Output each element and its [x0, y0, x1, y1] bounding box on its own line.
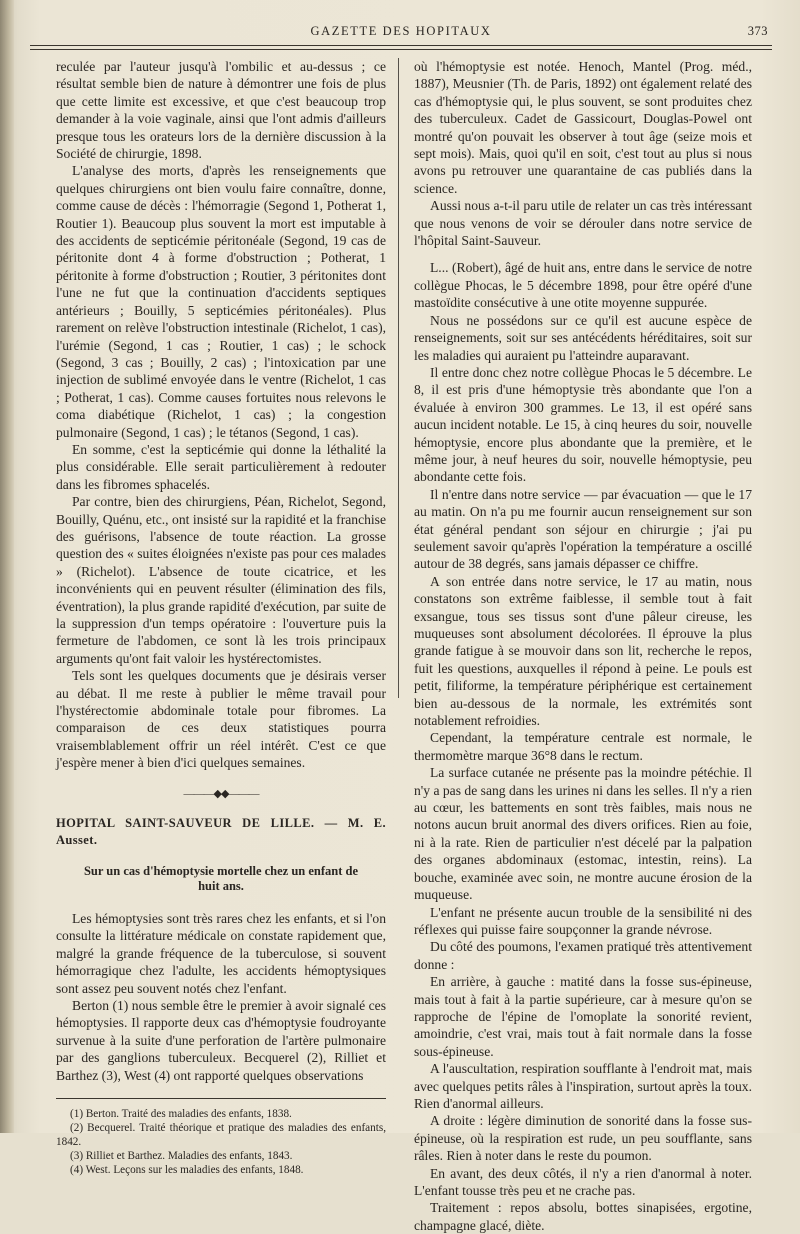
paragraph: Il n'entre dans notre service — par évacuation — que le 17 au matin. On n'a pu me fournir aucun renseignement sur son état général pendant son séjour en chirurgie ; j'ai pu seulement savoir qu'après l'opération la température a oscillé autour de 38 degrés, sans jamais dépasser ce chiffre.: [414, 486, 752, 572]
paragraph: L'enfant ne présente aucun trouble de la sensibilité ni des réflexes qui puisse faire soupçonner la grande névrose.: [414, 904, 752, 937]
paragraph: Traitement : repos absolu, bottes sinapisées, ergotine, champagne glacé, diète.: [414, 1200, 752, 1233]
footnote: (2) Becquerel. Traité théorique et pratique des maladies des enfants, 1842.: [56, 1121, 386, 1148]
paragraph: où l'hémoptysie est notée. Henoch, Mantel (Prog. méd., 1887), Meusnier (Th. de Paris, 1892) ont également relaté des cas d'hémoptysie qui, le plus souvent, se sont produites chez des tuberculeux. Cadet de Gassicourt, Douglas-Powel ont montré qu'on pouvait les observer à tout âge (seize mois et sept mois). Mais, quoi qu'il en soit, c'est tout au plus si nous avons pu retrouver une quarantaine de cas publiés dans la science.: [414, 59, 752, 196]
paragraph: En avant, des deux côtés, il n'y a rien d'anormal à noter. L'enfant tousse très peu et ne crache pas.: [414, 1165, 752, 1198]
section-separator: ———◆◆———: [183, 787, 259, 800]
paragraph: reculée par l'auteur jusqu'à l'ombilic et au-dessus ; ce résultat semble bien de nature à démontrer une fois de plus que cette limite est excessive, et que c'est beaucoup trop demander à la voie vaginale, ainsi que l'ont admis d'ailleurs presque tous les orateurs lors de la dernière discussion à la Société de chirurgie, 1898.: [56, 59, 386, 162]
paragraph: Par contre, bien des chirurgiens, Péan, Richelot, Segond, Bouilly, Quénu, etc., ont insisté sur la rapidité et la franchise des guérisons, l'absence de toute réaction. La grosse question des « suites éloignées n'existe pas pour ces malades » (Richelot). L'absence de toute cicatrice, et les inconvénients qui en peuvent résulter (élimination des fils, éventration), la plus grande rapidité d'exécution, par suite de la suppression d'un temps opératoire : l'ouverture puis la fermeture de l'abdomen, ce sont là les trois principaux arguments qu'ont fait valoir les hystérectomistes.: [56, 494, 386, 666]
header-rule-thick: [30, 45, 772, 46]
paragraph: Cependant, la température centrale est normale, le thermomètre marque 36°8 dans le rectum.: [414, 730, 752, 763]
paragraph: Tels sont les quelques documents que je désirais verser au débat. Il me reste à publier le même travail pour l'hystérectomie abdominale totale pour fibromes. La comparaison de ces deux statistiques pourra vraisemblablement offrir un réel intérêt. C'est ce que j'espère mener à bien d'ici quelques semaines.: [56, 668, 386, 771]
paragraph: A droite : légère diminution de sonorité dans la fosse sus-épineuse, où la respiration est rude, un peu soufflante, sans râles. Rien à noter dans le reste du poumon.: [414, 1113, 752, 1164]
page-number: 373: [747, 24, 768, 38]
journal-title: GAZETTE DES HOPITAUX: [310, 24, 492, 38]
paragraph: Du côté des poumons, l'examen pratiqué très attentivement donne :: [414, 939, 752, 972]
paragraph: Nous ne possédons sur ce qu'il est aucune espèce de renseignements, soit sur ses antécédents héréditaires, soit sur les maladies qui auraient pu l'atteindre auparavant.: [414, 312, 752, 363]
article-subheading: Sur un cas d'hémoptysie mortelle chez un enfant de huit ans.: [83, 863, 359, 893]
paragraph: Les hémoptysies sont très rares chez les enfants, et si l'on consulte la littérature médicale on constate rapidement que, malgré la grande fréquence de la tuberculose, si souvent hémorragique chez l'adulte, les accidents hémoptysiques sont assez peu souvent notés chez l'enfant.: [56, 910, 386, 996]
paragraph: Berton (1) nous semble être le premier à avoir signalé ces hémoptysies. Il rapporte deux cas d'hémoptysie foudroyante survenue à la suite d'une perforation de l'artère pulmonaire par des ganglions tuberculeux. Becquerel (2), Rilliet et Barthez (3), West (4) ont rapporté quelques observations: [56, 997, 386, 1083]
footnote: (3) Rilliet et Barthez. Maladies des enfants, 1843.: [70, 1149, 293, 1162]
section-heading: HOPITAL SAINT-SAUVEUR DE LILLE. — M. E. Ausset.: [56, 816, 386, 848]
paragraph: A l'auscultation, respiration soufflante à l'endroit mat, mais avec quelques petits râles à l'inspiration, surtout après la toux. Rien d'anormal ailleurs.: [414, 1061, 752, 1111]
left-column: [56, 58, 386, 1177]
case-spacer: [414, 249, 752, 259]
footnote: (1) Berton. Traité des maladies des enfants, 1838.: [70, 1107, 292, 1120]
book-spine-shadow: [0, 0, 14, 1133]
paragraph: Aussi nous a-t-il paru utile de relater un cas très intéressant que nous venons de voir se dérouler dans notre service de l'hôpital Saint-Sauveur.: [414, 198, 752, 249]
footnote-rule: [56, 1098, 386, 1099]
paragraph: Il entre donc chez notre collègue Phocas le 5 décembre. Le 8, il est pris d'une hémoptysie très abondante que l'on a évaluée à environ 300 grammes. Le 13, il est opéré sans aucun incident notable. Le 15, à cinq heures du soir, nouvelle hémoptysie, encore plus abondante que la première, et le même jour, à neuf heures du soir, nouvelle hémoptysie, peu abondante cette fois.: [414, 364, 752, 485]
footnote: (4) West. Leçons sur les maladies des enfants, 1848.: [70, 1163, 304, 1176]
running-header: [30, 22, 772, 42]
header-rule-thin: [30, 49, 772, 50]
paragraph: L'analyse des morts, d'après les renseignements que quelques chirurgiens ont bien voulu faire connaître, donne, comme cause de décès : l'hémorragie (Segond 1, Potherat 1, Routier 1). Beaucoup plus souvent la mort est imputable à des accidents de septicémie péritonéale (Segond, 19 cas de péritonite dont 4 à forme d'obstruction ; Potherat, 1 péritonite à forme d'obstruction ; Routier, 3 péritonites dont l'une ne fut que la continuation d'accidents septiques antérieurs ; Bouilly, 5 septicémies péritonéales). Plus rarement on relève l'obstruction intestinale (Richelot, 1 cas), l'urémie (Segond, 1 cas ; Routier, 1 cas) ; le schock (Segond, 3 cas ; Bouilly, 2 cas) ; l'intoxication par une injection de sublimé envoyée dans le ventre (Richelot, 1 cas ; Potherat, 1 cas). Comme causes fortuites nous relevons le coma diabétique (Richelot, 1 cas) ; la congestion pulmonaire (Segond, 1 cas) ; le tétanos (Segond, 1 cas).: [56, 163, 386, 440]
paragraph: L... (Robert), âgé de huit ans, entre dans le service de notre collègue Phocas, le 5 décembre 1898, pour être opéré d'une mastoïdite consécutive à une otite moyenne suppurée.: [414, 260, 752, 311]
column-divider: [398, 58, 399, 698]
paragraph: En somme, c'est la septicémie qui donne la léthalité la plus considérable. Elle serait particulièrement à redouter dans les fibromes sphacelés.: [56, 441, 386, 492]
right-column: [414, 58, 752, 1234]
paragraph: La surface cutanée ne présente pas la moindre pétéchie. Il n'y a pas de sang dans les urines ni dans les selles. Il n'y a rien au cœur, les battements en sont très faibles, mais nous ne notons aucun bruit anormal des divers orifices. Rien au foie, ni à la rate. Rien de particulier n'est décelé par la palpation des organes abdominaux (estomac, intestin, reins). La bouche, examinée avec soin, ne montre aucune érosion de la muqueuse.: [414, 765, 752, 903]
paragraph: A son entrée dans notre service, le 17 au matin, nous constatons son extrême faiblesse, il semble tout à fait exsangue, tous ses tissus sont d'une pâleur cireuse, les muqueuses sont absolument décolorées. Il éprouve la plus grande fatigue à se mouvoir dans son lit, recherche le repos, fuit les questions, auxquelles il répond à peine. Le pouls est petit, filiforme, la température périphérique est certainement bien au-dessous de la normale, les extrémités sont notablement refroidies.: [414, 573, 752, 729]
paragraph: En arrière, à gauche : matité dans la fosse sus-épineuse, mais tout à fait à la partie supérieure, car à mesure qu'on se rapproche de l'épine de l'omoplate la sonorité revient, amoindrie, c'est vrai, mais tout à fait normale dans la fosse sous-épineuse.: [414, 974, 752, 1059]
